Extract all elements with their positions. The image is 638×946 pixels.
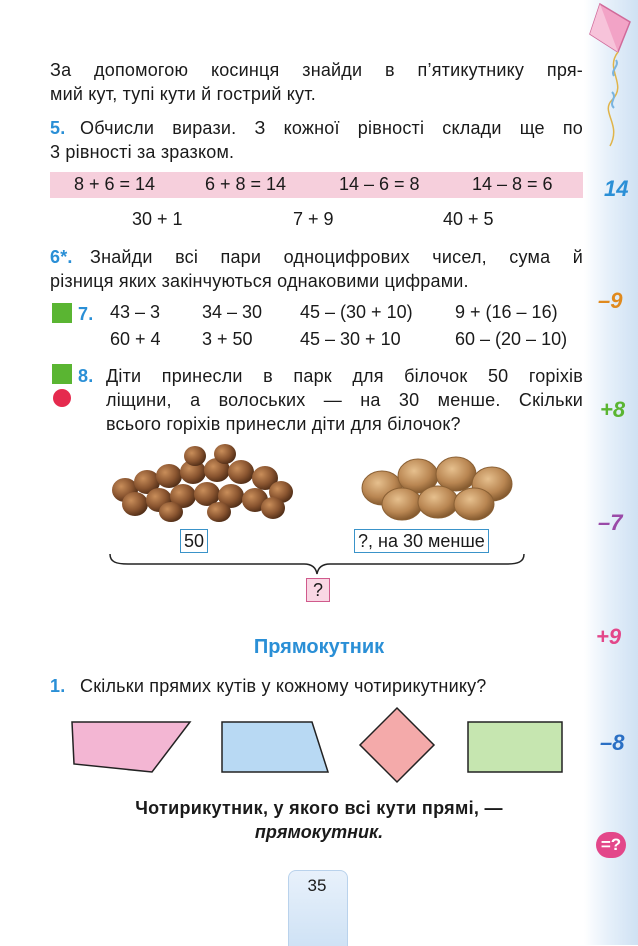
pink-quadrilateral (70, 720, 194, 774)
expression: 43 – 3 (110, 302, 161, 322)
sidebar-number: 14 (604, 176, 629, 201)
sidebar-number: +9 (596, 624, 622, 649)
section-title: Прямокутник (253, 636, 385, 658)
task-6-line-2: різниця яких закінчуються однаковими цифрами. (50, 271, 469, 291)
sidebar-number: –7 (598, 510, 623, 535)
task-8-line-3: всього горіхів принесли діти для білочок? (106, 414, 461, 434)
red-circle-icon (53, 389, 71, 407)
green-square-icon (52, 364, 72, 384)
sidebar-number: –9 (598, 288, 623, 313)
page-number: 35 (307, 876, 327, 895)
task-8-line-1: Діти принесли в парк для білочок 50 горіхів (106, 366, 583, 386)
answer-box-walnuts: ?, на 30 менше (354, 529, 489, 553)
expression: 34 – 30 (202, 302, 263, 322)
blue-trapezoid (220, 720, 330, 774)
task-8-line-2: ліщини, а волоських — на 30 менше. Скільки (106, 390, 583, 410)
expression: 7 + 9 (293, 209, 334, 229)
brace-icon (108, 552, 526, 576)
task-5-number: 5. (50, 118, 66, 138)
task-1-text: Скільки прямих кутів у кожному чотирикутнику? (80, 676, 487, 696)
rule-line-2: прямокутник. (254, 822, 384, 842)
task-5-line-2: 3 рівності за зразком. (50, 142, 235, 162)
answer-box-total: ? (306, 578, 330, 602)
sidebar-number: +8 (600, 397, 626, 422)
walnuts-image (358, 452, 518, 522)
task-5-line-1: Обчисли вирази. З кожної рівності склади ще по (80, 118, 583, 138)
expression: 60 – (20 – 10) (455, 329, 568, 349)
sample-equation: 14 – 6 = 8 (339, 174, 420, 194)
task-8-number: 8. (78, 366, 94, 386)
task-7-number: 7. (78, 304, 94, 324)
green-rectangle (466, 720, 564, 774)
answer-box-hazelnuts: 50 (180, 529, 208, 553)
task-6-line-1: Знайди всі пари одноцифрових чисел, сума й (90, 247, 583, 267)
expression: 45 – (30 + 10) (300, 302, 413, 322)
intro-line-2: мий кут, тупі кути й гострий кут. (50, 84, 316, 104)
sidebar-question-badge: =? (596, 832, 626, 858)
sample-equation: 8 + 6 = 14 (74, 174, 156, 194)
sample-equation: 6 + 8 = 14 (205, 174, 287, 194)
hazelnuts-image (105, 442, 295, 524)
expression: 40 + 5 (443, 209, 494, 229)
expression: 45 – 30 + 10 (300, 329, 401, 349)
expression: 30 + 1 (132, 209, 183, 229)
expression: 3 + 50 (202, 329, 253, 349)
red-rhombus (358, 706, 436, 784)
rule-line-1: Чотирикутник, у якого всі кути прямі, — (135, 798, 503, 818)
expression: 9 + (16 – 16) (455, 302, 558, 322)
sample-equation: 14 – 8 = 6 (472, 174, 553, 194)
sidebar-number: –8 (600, 730, 625, 755)
task-1-number: 1. (50, 676, 66, 696)
intro-line-1: За допомогою косинця знайди в п’ятикутнику пря- (50, 60, 583, 80)
task-6-number: 6*. (50, 247, 73, 267)
green-square-icon (52, 303, 72, 323)
expression: 60 + 4 (110, 329, 161, 349)
